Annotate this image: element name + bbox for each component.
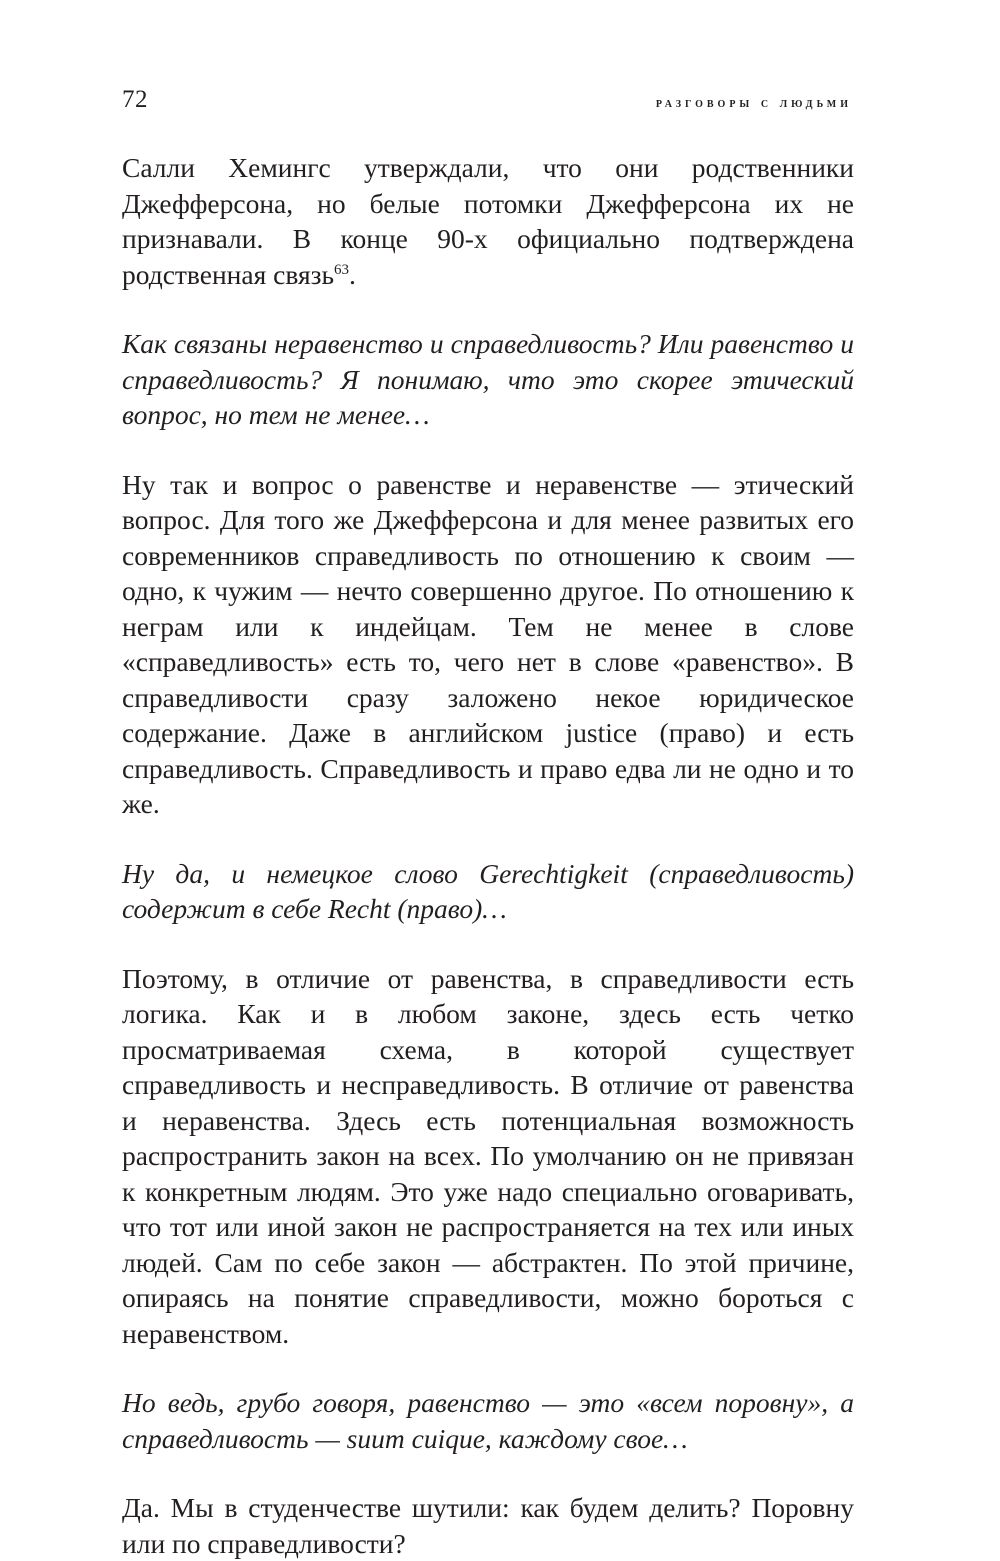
paragraph-question: Как связаны неравенство и справедливость? Или равенство и справедливость? Я понимаю, что это скорее этический вопрос, но тем не менее… [122, 328, 854, 430]
page-number: 72 [122, 86, 148, 113]
paragraph-punctuation: . [349, 258, 356, 290]
running-title: разговоры с людьми [655, 95, 852, 111]
paragraph-answer [122, 150, 854, 292]
paragraph-answer: Да. Мы в студенчестве шутили: как будем делить? Поровну или по справедливости? [122, 1492, 854, 1559]
paragraph-question: Ну да, и немецкое слово Gerechtigkeit (справедливость) содержит в себе Recht (право)… [122, 857, 854, 924]
paragraph-answer: Ну так и вопрос о равенстве и неравенстве — этический вопрос. Для того же Джефферсона и для менее развитых его современников справедливость по отношению к своим — одно, к чужим — нечто совершенно другое. По отношению к неграм или к индейцам. Тем не менее в слове «справедливость» есть то, чего нет в слове «равенство». В справедливости сразу заложено некое юридическое содержание. Даже в английском justice (право) и есть справедливость. Справедливость и право едва ли не одно и то же. [122, 468, 854, 819]
footnote-reference[interactable]: 63 [334, 261, 349, 278]
page-header [122, 86, 852, 118]
paragraph-question: Но ведь, грубо говоря, равенство — это «всем поровну», а справедливость — suum cuique, каждому свое… [122, 1387, 854, 1454]
paragraph-answer: Поэтому, в отличие от равенства, в справедливости есть логика. Как и в любом законе, здесь есть четко просматриваемая схема, в которой существует справедливость и несправедливость. В отличие от равенства и неравенства. Здесь есть потенциальная возможность распространить закон на всех. По умолчанию он не привязан к конкретным людям. Это уже надо специально оговаривать, что тот или иной закон не распространяется на тех или иных людей. Сам по себе закон — абстрактен. По этой причине, опираясь на понятие справедливости, можно бороться с неравенством. [122, 962, 854, 1349]
paragraph-text: Салли Хемингс утверждали, что они родственники Джефферсона, но белые потомки Джефферсона их не признавали. В конце 90-х официально подтверждена родственная связь [122, 152, 854, 290]
body-text [122, 150, 854, 1561]
